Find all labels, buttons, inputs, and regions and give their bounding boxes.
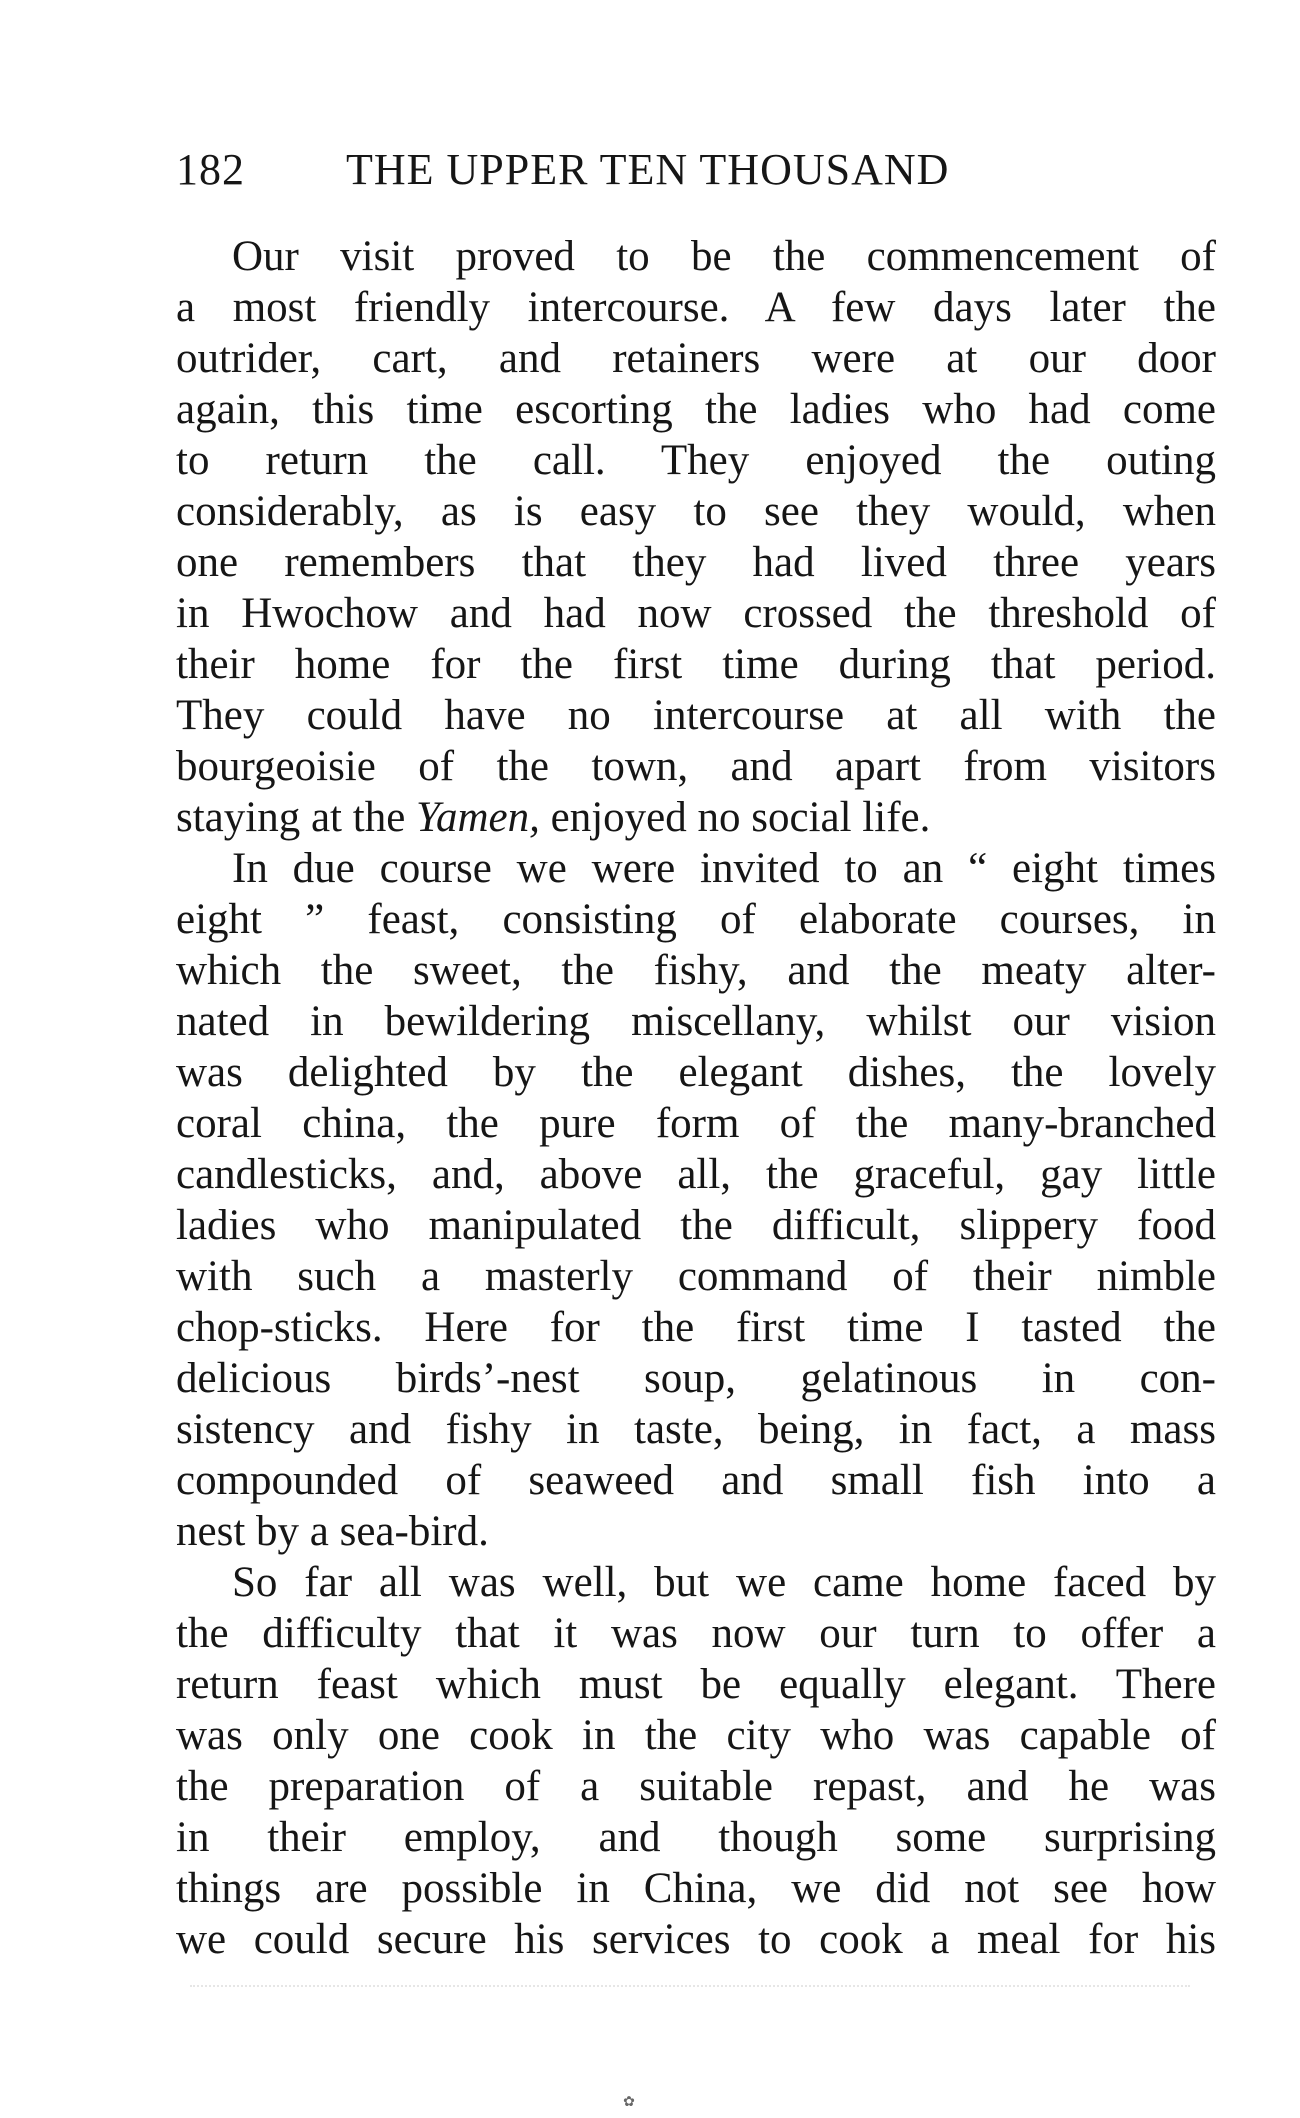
text-line: In due course we were invited to an “ eight times xyxy=(232,845,1216,892)
text-line: nest by a sea-bird. xyxy=(176,1508,489,1555)
text-line: was delighted by the elegant dishes, the lovely xyxy=(176,1049,1216,1096)
text-line: coral china, the pure form of the many-branched xyxy=(176,1100,1216,1147)
text-line: outrider, cart, and retainers were at our door xyxy=(176,335,1216,382)
text-line: compounded of seaweed and small fish into a xyxy=(176,1457,1216,1504)
text-line: nated in bewildering miscellany, whilst our vision xyxy=(176,998,1216,1045)
text-line: candlesticks, and, above all, the graceful, gay little xyxy=(176,1151,1216,1198)
text-line: to return the call. They enjoyed the outing xyxy=(176,437,1216,484)
text-line: we could secure his services to cook a meal for his xyxy=(176,1916,1216,1963)
text-line: chop-sticks. Here for the first time I tasted the xyxy=(176,1304,1216,1351)
text-line: which the sweet, the fishy, and the meaty alter- xyxy=(176,947,1216,994)
text-line: their home for the first time during that period. xyxy=(176,641,1216,688)
text-line: again, this time escorting the ladies who had come xyxy=(176,386,1216,433)
running-title: THE UPPER TEN THOUSAND xyxy=(346,145,950,194)
text-line: in their employ, and though some surprising xyxy=(176,1814,1216,1861)
italic-term: Yamen, xyxy=(416,794,540,841)
text-line: Our visit proved to be the commencement of xyxy=(232,233,1216,280)
paragraph-1 xyxy=(176,231,1216,843)
text-line: the difficulty that it was now our turn to offer a xyxy=(176,1610,1216,1657)
text-line: So far all was well, but we came home faced by xyxy=(232,1559,1216,1606)
text-line: a most friendly intercourse. A few days later the xyxy=(176,284,1216,331)
paragraph-3 xyxy=(176,1557,1216,1965)
text-run: enjoyed no social life. xyxy=(539,794,931,841)
text-line: bourgeoisie of the town, and apart from visitors xyxy=(176,743,1216,790)
text-line: the preparation of a suitable repast, and he was xyxy=(176,1763,1216,1810)
text-run: staying at the xyxy=(176,794,417,841)
text-line: considerably, as is easy to see they would, when xyxy=(176,488,1216,535)
body-text xyxy=(176,231,1216,1965)
text-line: ladies who manipulated the difficult, slippery food xyxy=(176,1202,1216,1249)
printers-ornament-icon: ✿ xyxy=(623,2095,635,2110)
text-line: eight ” feast, consisting of elaborate courses, in xyxy=(176,896,1216,943)
text-line: things are possible in China, we did not see how xyxy=(176,1865,1216,1912)
text-line: with such a masterly command of their nimble xyxy=(176,1253,1216,1300)
text-line: return feast which must be equally elegant. There xyxy=(176,1661,1216,1708)
text-line: was only one cook in the city who was capable of xyxy=(176,1712,1216,1759)
page-number: 182 xyxy=(176,145,245,194)
text-line: in Hwochow and had now crossed the threshold of xyxy=(176,590,1216,637)
text-line: delicious birds’-nest soup, gelatinous in con- xyxy=(176,1355,1216,1402)
running-head xyxy=(176,140,1216,200)
cut-off-line-traces xyxy=(190,1985,1190,1995)
text-line: one remembers that they had lived three years xyxy=(176,539,1216,586)
paragraph-2 xyxy=(176,843,1216,1557)
text-line xyxy=(176,792,1216,843)
text-line: They could have no intercourse at all with the xyxy=(176,692,1216,739)
text-line: sistency and fishy in taste, being, in fact, a mass xyxy=(176,1406,1216,1453)
